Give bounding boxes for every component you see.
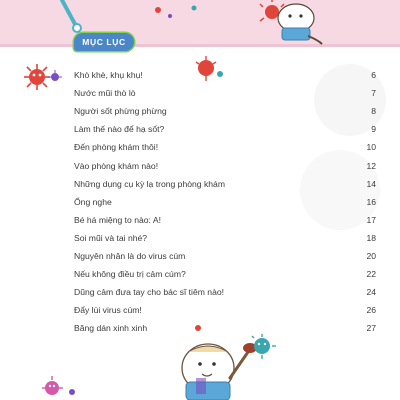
toc-entry-page: 6 [371, 70, 376, 81]
toc-entry-page: 27 [366, 323, 376, 334]
toc-entry-title: Khò khè, khụ khụ! [74, 70, 143, 81]
toc-entry-page: 18 [366, 232, 376, 243]
toc-entry-title: Bé há miệng to nào: A! [74, 214, 161, 225]
pink-virus-icon [40, 374, 80, 400]
toc-entry[interactable] [74, 229, 376, 247]
header-band-edge [0, 44, 400, 47]
toc-entry-title: Vào phòng khám nào! [74, 160, 159, 171]
toc-entry-page: 8 [371, 106, 376, 117]
toc-entry[interactable] [74, 156, 376, 174]
toc-entry[interactable] [74, 102, 376, 120]
toc-entry[interactable] [74, 283, 376, 301]
toc-entry-page: 16 [366, 196, 376, 207]
toc-entry-title: Nếu không điều trị cảm cúm? [74, 269, 186, 280]
toc-entry-title: Nước mũi thò lò [74, 88, 136, 99]
toc-entry[interactable] [74, 66, 376, 84]
virus-icon [148, 2, 208, 28]
toc-entry-title: Làm thế nào để hạ sốt? [74, 124, 165, 135]
toc-entry-page: 22 [366, 269, 376, 280]
toc-entry-title: Người sốt phừng phừng [74, 106, 167, 117]
toc-entry[interactable] [74, 301, 376, 319]
toc-entry-title: Đẩy lùi virus cúm! [74, 305, 142, 316]
toc-entry-page: 12 [366, 160, 376, 171]
toc-entry-title: Ống nghe [74, 196, 112, 207]
toc-entry[interactable] [74, 193, 376, 211]
toc-entry[interactable] [74, 247, 376, 265]
toc-entry-title: Soi mũi và tai nhé? [74, 232, 148, 243]
toc-entry[interactable] [74, 175, 376, 193]
toc-heading-badge: MỤC LỤC [74, 33, 134, 51]
toc-entry[interactable] [74, 211, 376, 229]
child-cartoon-illustration [238, 0, 328, 46]
toc-entry[interactable] [74, 138, 376, 156]
toc-entry-title: Băng dán xinh xinh [74, 323, 148, 334]
toc-entry-page: 26 [366, 305, 376, 316]
toc-entry-page: 17 [366, 214, 376, 225]
toc-entry[interactable] [74, 265, 376, 283]
toc-entry-page: 10 [366, 142, 376, 153]
toc-entry-title: Dũng cảm đưa tay cho bác sĩ tiêm nào! [74, 287, 225, 298]
toc-entry-title: Đến phòng khám thôi! [74, 142, 159, 153]
toc-entry-page: 14 [366, 178, 376, 189]
toc-entry-page: 24 [366, 287, 376, 298]
toc-entry-title: Những dụng cụ kỳ lạ trong phòng khám [74, 178, 225, 189]
toc-entry[interactable] [74, 120, 376, 138]
toc-entry[interactable] [74, 84, 376, 102]
table-of-contents [74, 66, 376, 337]
child-with-plunger-illustration [168, 322, 278, 400]
toc-entry-page: 9 [371, 124, 376, 135]
toc-entry-page: 20 [366, 250, 376, 261]
purple-virus-icon [48, 70, 62, 84]
toc-entry-page: 7 [371, 88, 376, 99]
toc-entry-title: Nguyên nhân là do virus cúm [74, 250, 186, 261]
